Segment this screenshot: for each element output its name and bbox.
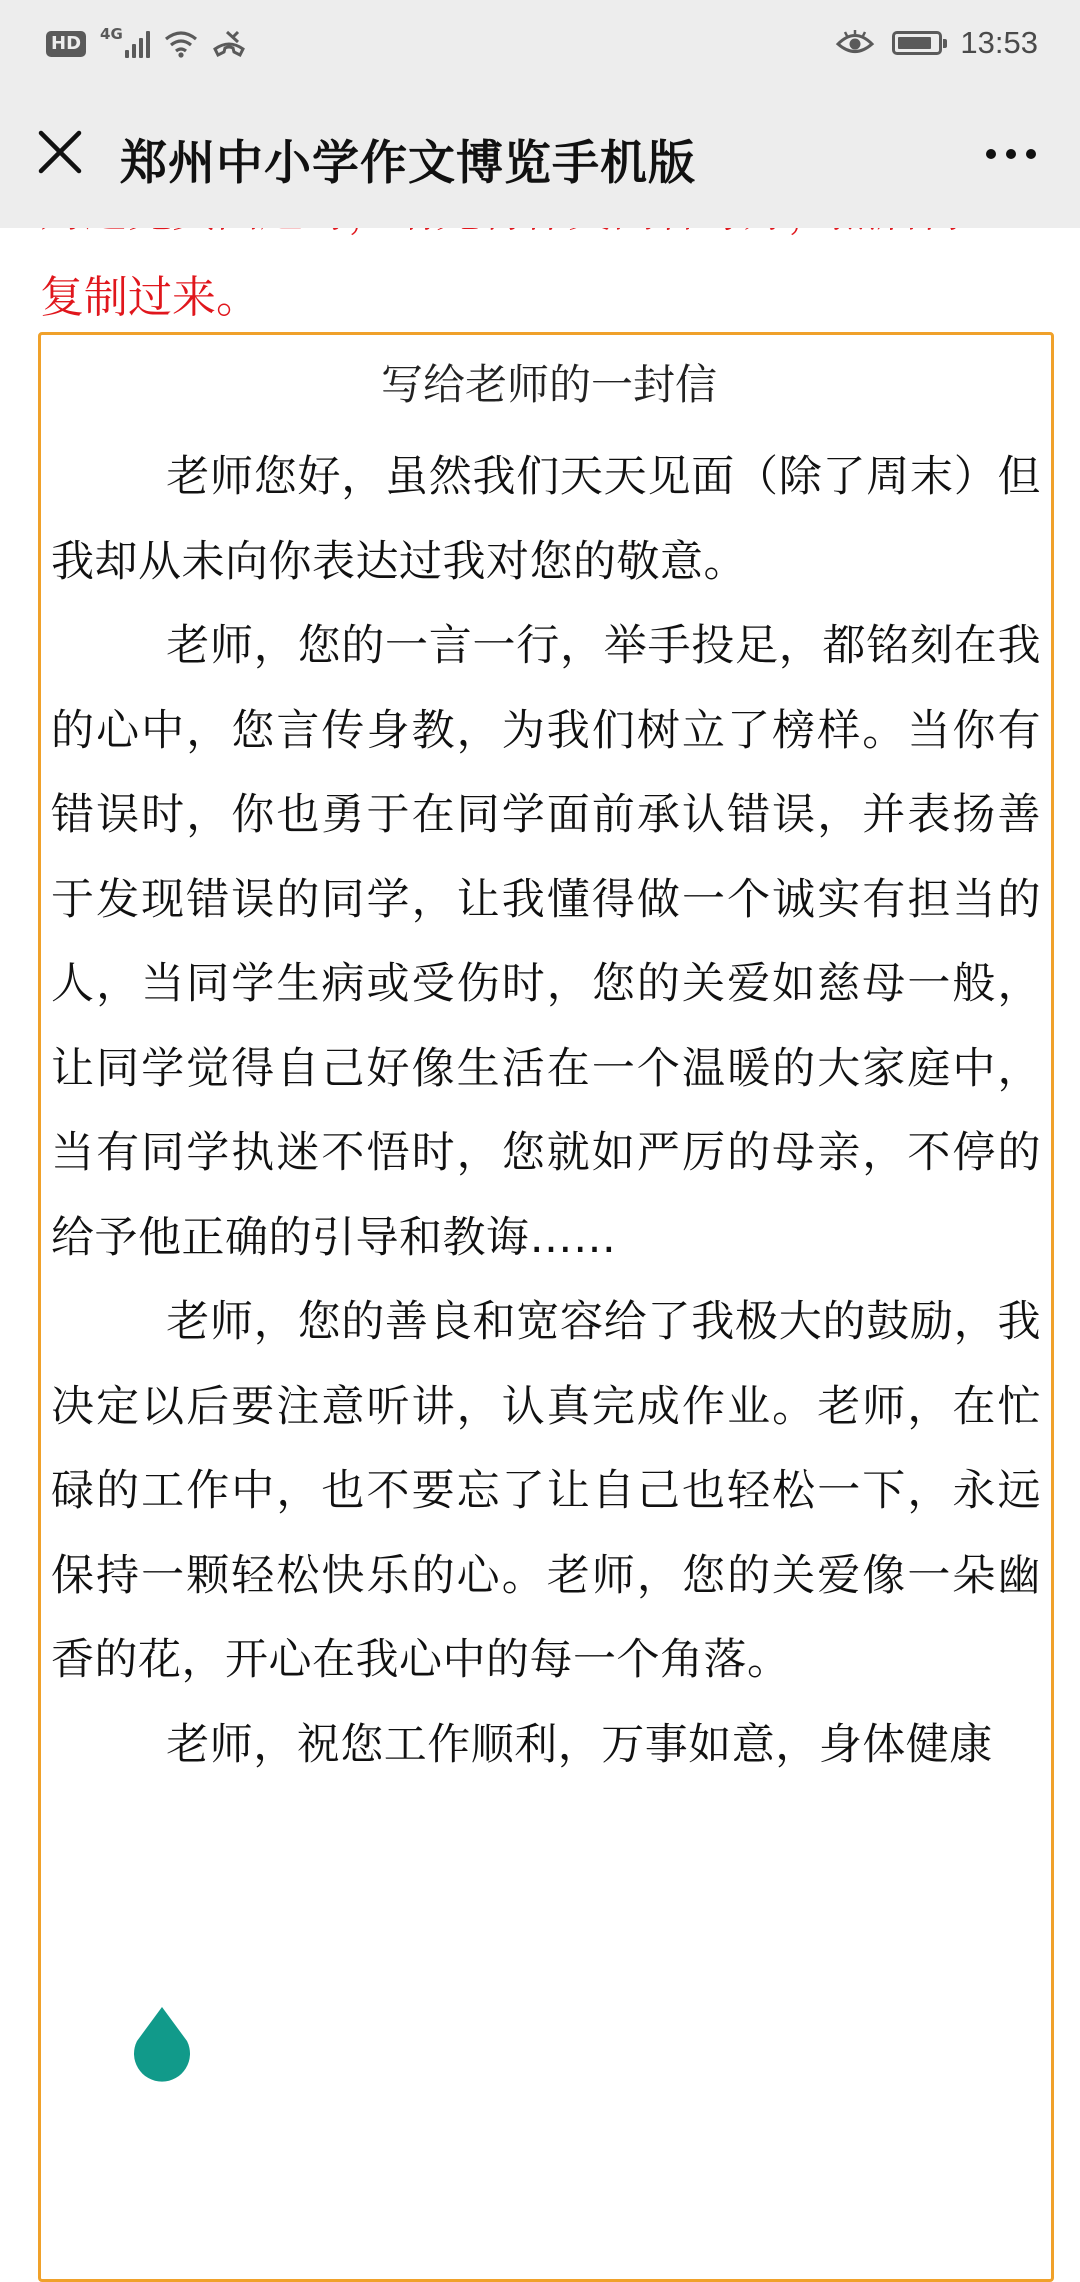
more-dot xyxy=(1006,149,1016,159)
more-dot xyxy=(986,149,996,159)
text-cursor-drop-icon[interactable] xyxy=(131,2005,193,2087)
essay-paragraph: 老师，祝您工作顺利，万事如意，身体健康 xyxy=(166,1719,993,1770)
signal-icon xyxy=(125,30,150,58)
status-bar xyxy=(0,0,1080,86)
more-dot xyxy=(1026,149,1036,159)
eye-icon xyxy=(836,29,874,57)
wifi-icon xyxy=(164,30,198,58)
essay-title: 写给老师的一封信 xyxy=(380,360,717,409)
hd-badge: HD xyxy=(46,31,86,57)
status-time: 13:53 xyxy=(960,25,1038,60)
essay-textarea[interactable] xyxy=(38,332,1054,2282)
close-button[interactable] xyxy=(30,122,90,182)
battery-level-fill xyxy=(898,37,930,49)
page-title: 郑州中小学作文博览手机版 xyxy=(120,136,696,191)
essay-paragraph: 老师，您的善良和宽容给了我极大的鼓励，我决定以后要注意听讲，认真完成作业。老师，在忙碌的工作中，也不要忘了让自己也轻松一下，永远保持一颗轻松快乐的心。老师，您的关爱像一朵幽香的花，开心在我心中的每一个角落。 xyxy=(51,1297,1041,1685)
essay-paragraph: 老师，您的一言一行，举手投足，都铭刻在我的心中，您言传身教，为我们树立了榜样。当你有错误时，你也勇于在同学面前承认错误，并表扬善于发现错误的同学，让我懂得做一个诚实有担当的人，当同学生病或受伤时，您的关爱如慈母一般，让同学觉得自己好像生活在一个温暖的大家庭中，当有同学执迷不悟时，您就如严厉的母亲，不停的给予他正确的引导和教诲…… xyxy=(51,621,1041,1263)
close-icon xyxy=(37,129,83,175)
essay-body xyxy=(51,435,1041,1787)
title-bar xyxy=(0,86,1080,228)
battery-icon xyxy=(892,31,942,55)
network-type-label: 4G xyxy=(100,25,123,43)
status-left xyxy=(46,24,246,64)
call-off-icon xyxy=(212,29,246,59)
essay-paragraph: 老师您好，虽然我们天天见面（除了周末）但我却从未向你表达过我对您的敬意。 xyxy=(51,452,1041,587)
notice-line: 复制过来。 xyxy=(40,272,260,323)
more-dots-icon[interactable] xyxy=(976,126,1046,182)
status-right xyxy=(836,18,1038,68)
